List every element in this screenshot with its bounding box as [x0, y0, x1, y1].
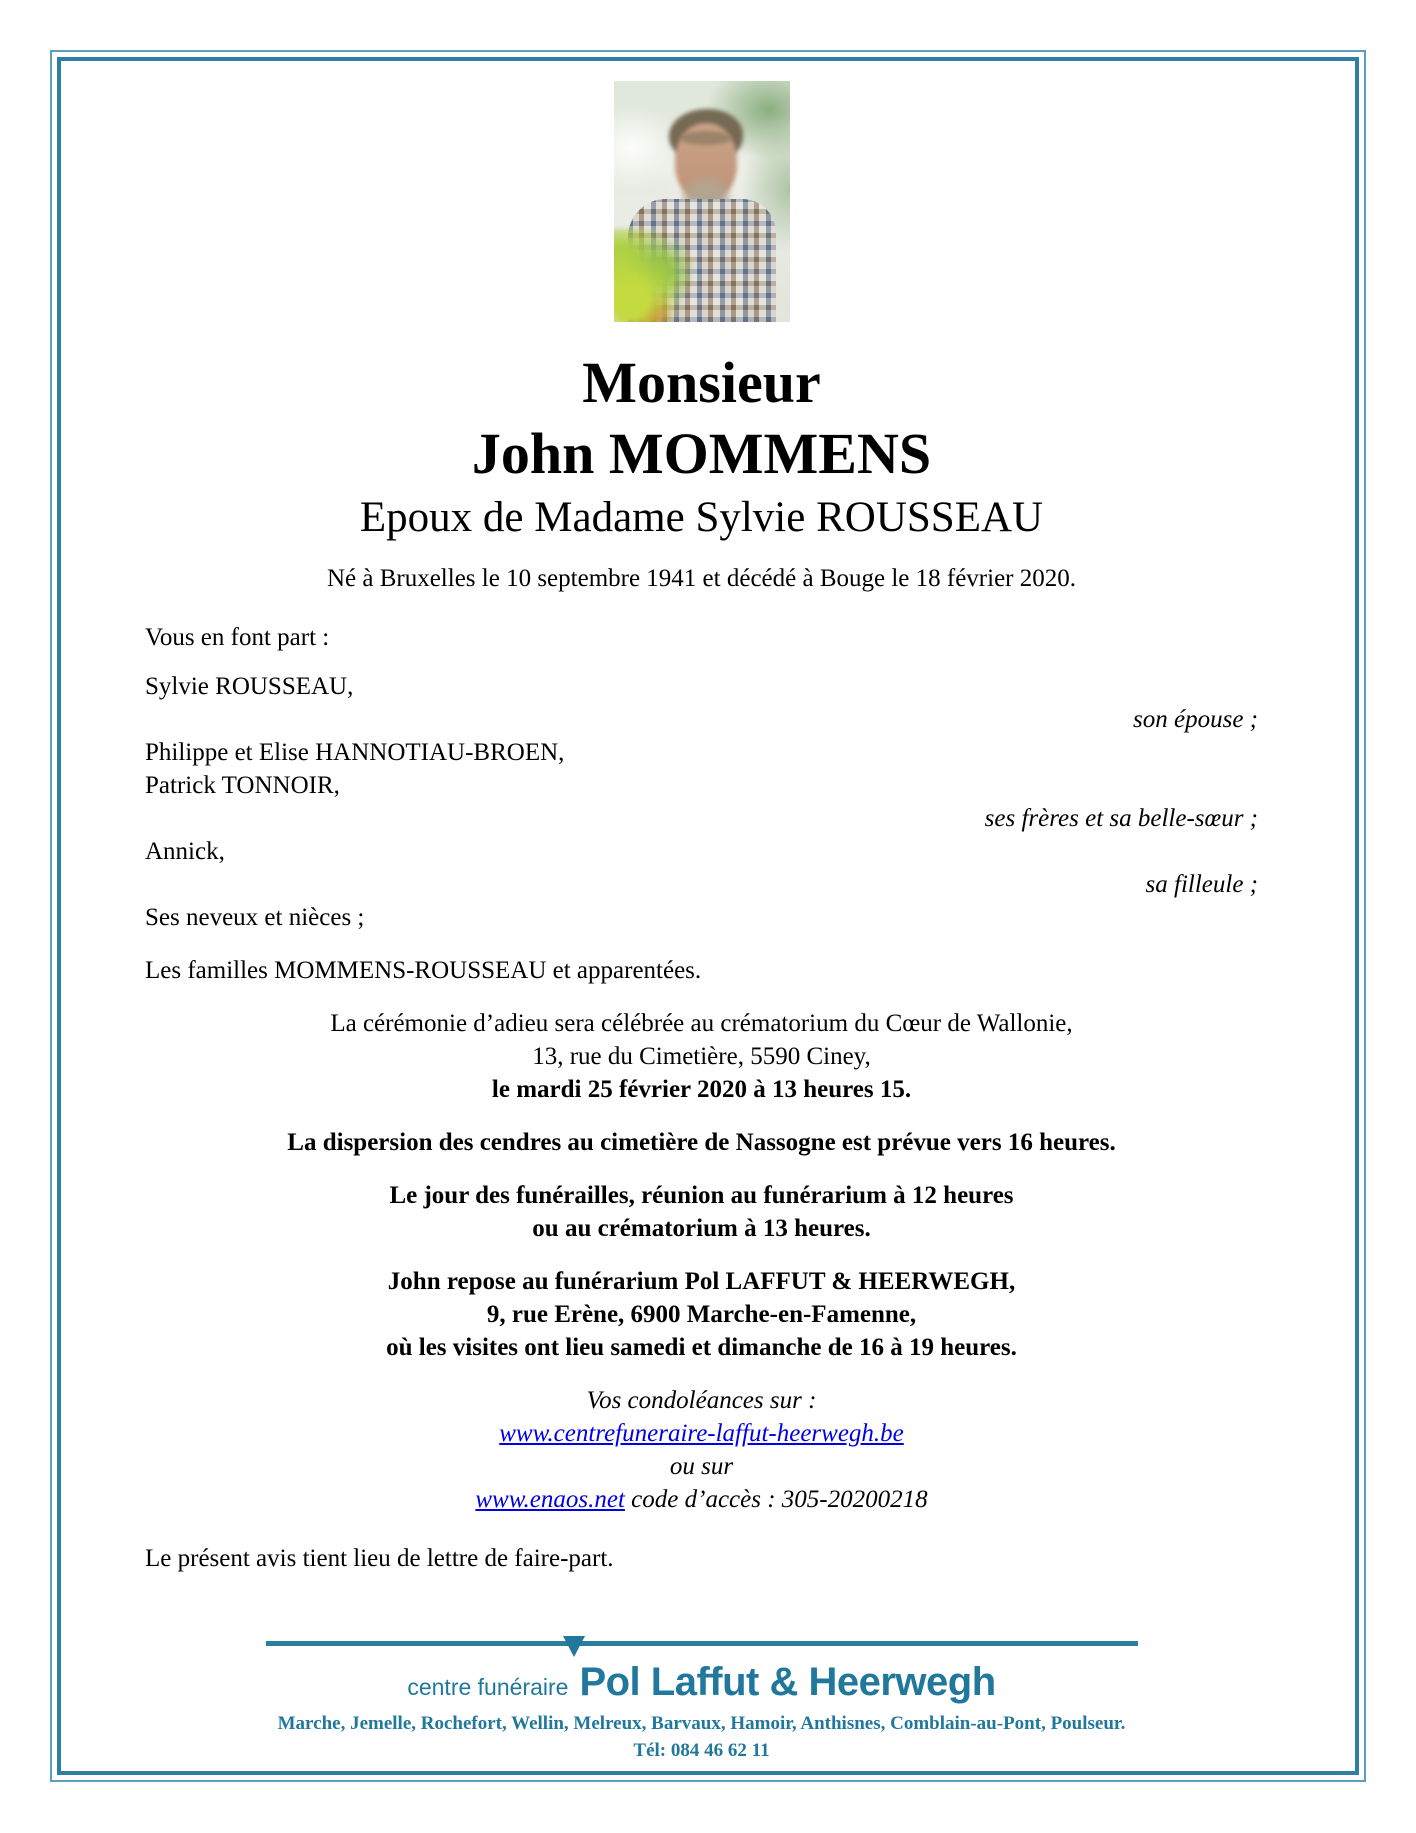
family-intro: Vous en font part :: [145, 624, 330, 651]
deceased-name: John MOMMENS: [471, 421, 932, 486]
family-name-line: Philippe et Elise HANNOTIAU-BROEN,: [145, 739, 565, 766]
logo-text-large: [579, 1660, 995, 1705]
family-name-line: Sylvie ROUSSEAU,: [145, 673, 354, 700]
photo-foliage: [614, 229, 692, 322]
enaos-website-link[interactable]: www.enaos.net: [475, 1486, 625, 1513]
family-relation-line: ses frères et sa belle-sœur ;: [984, 805, 1258, 832]
condolences-or: ou sur: [669, 1453, 734, 1480]
family-name-line: Ses neveux et nièces ;: [145, 904, 365, 931]
family-name-line: Patrick TONNOIR,: [145, 772, 340, 799]
footer-phone: Tél: 084 46 62 11: [633, 1740, 770, 1761]
ceremony-address: 13, rue du Cimetière, 5590 Ciney,: [532, 1043, 871, 1070]
spouse-subtitle: Epoux de Madame Sylvie ROUSSEAU: [359, 494, 1044, 541]
repose-line: John repose au funérarium Pol LAFFUT & HEERWEGH,: [387, 1268, 1016, 1295]
logo-text-small: centre funéraire: [407, 1674, 569, 1700]
family-relation-line: sa filleule ;: [1145, 871, 1258, 898]
title-monsieur: Monsieur: [582, 350, 821, 415]
family-name-line: Annick,: [145, 838, 225, 865]
ceremony-datetime: le mardi 25 février 2020 à 13 heures 15.: [491, 1076, 912, 1103]
access-code: code d’accès : 305-20200218: [624, 1486, 928, 1513]
meeting-block: [145, 1179, 1258, 1245]
ceremony-block: [145, 1007, 1258, 1106]
condolences-block: [145, 1384, 1258, 1516]
family-announcement: [145, 621, 1258, 934]
ceremony-line: La cérémonie d’adieu sera célébrée au crématorium du Cœur de Wallonie,: [330, 1010, 1073, 1037]
repose-block: [145, 1265, 1258, 1364]
faire-part-notice: Le présent avis tient lieu de lettre de faire-part.: [145, 1545, 614, 1572]
footer-locations: Marche, Jemelle, Rochefort, Wellin, Melreux, Barvaux, Hamoir, Anthisnes, Comblain-au-Pont, Poulseur.: [277, 1713, 1126, 1734]
related-families-line: Les familles MOMMENS-ROUSSEAU et apparentées.: [145, 957, 702, 984]
ashes-dispersion-line: La dispersion des cendres au cimetière de Nassogne est prévue vers 16 heures.: [287, 1129, 1116, 1156]
enaos-line: [145, 1483, 1258, 1516]
funeral-home-logo: [145, 1660, 1258, 1705]
repose-address: 9, rue Erène, 6900 Marche-en-Famenne,: [486, 1301, 917, 1328]
logo-brand-name: Pol Laffut & Heerwegh: [579, 1660, 996, 1704]
footer-divider: [266, 1641, 1138, 1646]
condolences-intro: Vos condoléances sur :: [586, 1387, 817, 1414]
family-relation-line: son épouse ;: [1133, 706, 1258, 733]
birth-death-line: Né à Bruxelles le 10 septembre 1941 et décédé à Bouge le 18 février 2020.: [326, 565, 1077, 592]
visits-line: où les visites ont lieu samedi et dimanche de 16 à 19 heures.: [386, 1334, 1017, 1361]
portrait-photo: [614, 81, 790, 322]
meeting-line: Le jour des funérailles, réunion au funérarium à 12 heures: [389, 1182, 1014, 1209]
logo-triangle-icon: [563, 1636, 585, 1657]
photo-brow: [680, 131, 732, 145]
meeting-line: ou au crématorium à 13 heures.: [532, 1215, 871, 1242]
funeral-home-website-link[interactable]: www.centrefuneraire-laffut-heerwegh.be: [499, 1420, 904, 1447]
funeral-home-footer: [145, 1641, 1258, 1763]
decorative-border-frame: [57, 57, 1359, 1775]
